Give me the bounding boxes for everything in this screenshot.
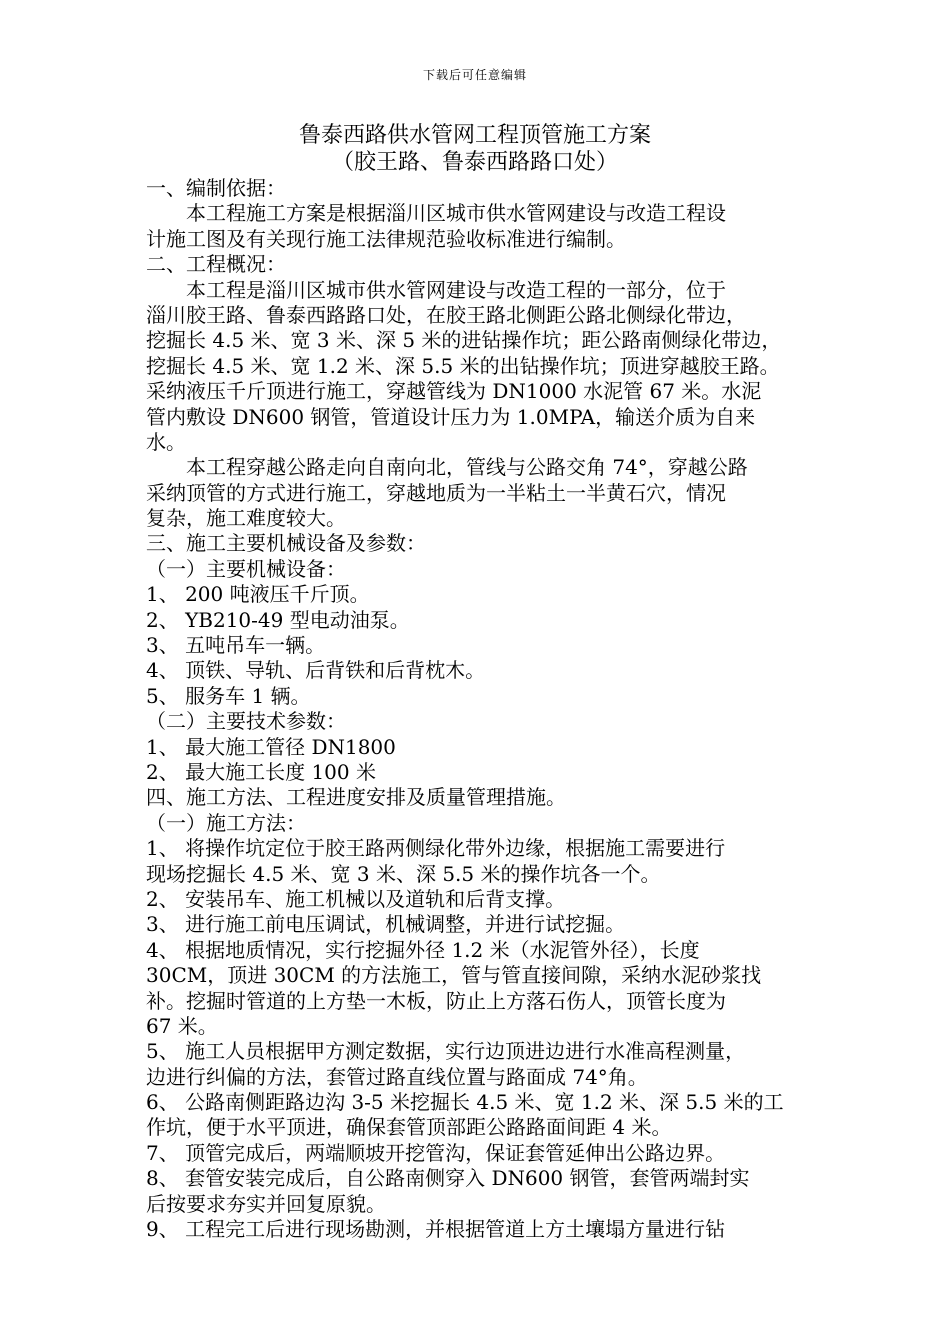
body-line: 二、工程概况：	[146, 252, 286, 277]
body-line: 3、 五吨吊车一辆。	[146, 633, 326, 658]
body-line: 补。挖掘时管道的上方垫一木板，防止上方落石伤人，顶管长度为	[146, 988, 726, 1013]
body-line: 本工程是淄川区城市供水管网建设与改造工程的一部分，位于	[146, 277, 726, 302]
body-line: 5、 施工人员根据甲方测定数据，实行边顶进边进行水准高程测量，	[146, 1039, 746, 1064]
body-line: （二）主要技术参数：	[146, 709, 346, 734]
body-line: 1、 最大施工管径 DN1800	[146, 734, 396, 759]
body-line: 水。	[146, 429, 186, 454]
body-line: 4、 顶铁、导轨、后背铁和后背枕木。	[146, 658, 486, 683]
body-line: 后按要求夯实并回复原貌。	[146, 1191, 386, 1216]
body-line: 作坑，便于水平顶进，确保套管顶部距公路路面间距 4 米。	[146, 1115, 672, 1140]
body-line: 1、 将操作坑定位于胶王路两侧绿化带外边缘，根据施工需要进行	[146, 836, 726, 861]
body-line: 四、施工方法、工程进度安排及质量管理措施。	[146, 785, 566, 810]
body-line: 30CM，顶进 30CM 的方法施工，管与管直接间隙，采纳水泥砂浆找	[146, 963, 762, 988]
body-line: 边进行纠偏的方法，套管过路直线位置与路面成 74°角。	[146, 1064, 648, 1089]
body-line: 67 米。	[146, 1013, 218, 1038]
body-line: 复杂，施工难度较大。	[146, 506, 346, 531]
body-line: 7、 顶管完成后，两端顺坡开挖管沟，保证套管延伸出公路边界。	[146, 1140, 726, 1165]
body-line: 计施工图及有关现行施工法律规范验收标准进行编制。	[146, 226, 626, 251]
body-line: 本工程施工方案是根据淄川区城市供水管网建设与改造工程设	[146, 201, 726, 226]
body-line: 采纳液压千斤顶进行施工，穿越管线为 DN1000 水泥管 67 米。水泥	[146, 379, 762, 404]
body-line: 本工程穿越公路走向自南向北，管线与公路交角 74°，穿越公路	[146, 455, 748, 480]
body-line: （一）主要机械设备：	[146, 556, 346, 581]
body-line: 现场挖掘长 4.5 米、宽 3 米、深 5.5 米的操作坑各一个。	[146, 861, 661, 886]
body-line: 1、 200 吨液压千斤顶。	[146, 582, 370, 607]
document-subtitle: （胶王路、鲁泰西路路口处）	[331, 150, 618, 175]
body-line: 4、 根据地质情况，实行挖掘外径 1.2 米（水泥管外径），长度	[146, 937, 700, 962]
body-line: 9、 工程完工后进行现场勘测，并根据管道上方土壤塌方量进行钻	[146, 1217, 726, 1242]
body-line: 管内敷设 DN600 钢管，管道设计压力为 1.0MPA，输送介质为自来	[146, 404, 756, 429]
body-line: 挖掘长 4.5 米、宽 3 米、深 5 米的进钻操作坑；距公路南侧绿化带边，	[146, 328, 782, 353]
body-line: 8、 套管安装完成后，自公路南侧穿入 DN600 钢管，套管两端封实	[146, 1166, 750, 1191]
body-line: 挖掘长 4.5 米、宽 1.2 米、深 5.5 米的出钻操作坑；顶进穿越胶王路。	[146, 353, 780, 378]
body-line: 三、施工主要机械设备及参数：	[146, 531, 426, 556]
body-line: 3、 进行施工前电压调试，机械调整，并进行试挖掘。	[146, 912, 626, 937]
document-body	[146, 176, 814, 1242]
body-line: 6、 公路南侧距路边沟 3-5 米挖掘长 4.5 米、宽 1.2 米、深 5.5 米的工	[146, 1090, 784, 1115]
body-line: 淄川胶王路、鲁泰西路路口处，在胶王路北侧距公路北侧绿化带边，	[146, 302, 746, 327]
download-note: 下载后可任意编辑	[422, 68, 527, 82]
body-line: （一）施工方法：	[146, 810, 306, 835]
body-line: 2、 安装吊车、施工机械以及道轨和后背支撑。	[146, 886, 566, 911]
body-line: 5、 服务车 1 辆。	[146, 683, 311, 708]
body-line: 2、 YB210-49 型电动油泵。	[146, 607, 410, 632]
body-line: 一、编制依据：	[146, 176, 286, 200]
body-line: 采纳顶管的方式进行施工，穿越地质为一半粘土一半黄石穴，情况	[146, 480, 726, 505]
body-line: 2、 最大施工长度 100 米	[146, 759, 376, 784]
document-title: 鲁泰西路供水管网工程顶管施工方案	[298, 123, 651, 148]
